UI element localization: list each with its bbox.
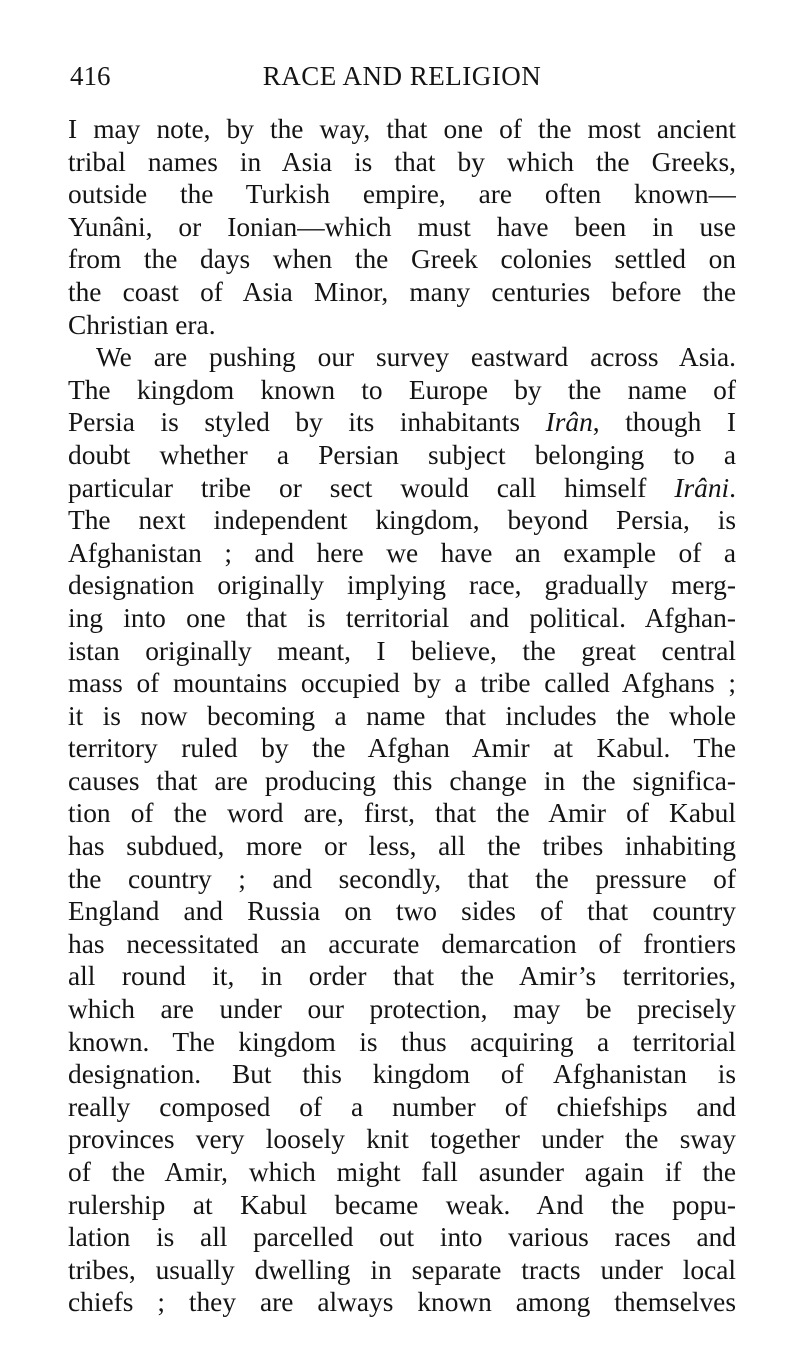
text-line: lation is all parcelled out into various races and [68,1222,736,1253]
text-line: outside the Turkish empire, are often known— [68,179,736,210]
text-line: chiefs ; they are always known among themselves [68,1287,736,1318]
italic-term: Irân [545,407,593,438]
body-text [68,113,736,1319]
text-line: istan originally meant, I believe, the great central [68,635,736,666]
text-line: Christian era. [68,309,216,340]
text-line: Afghanistan ; and here we have an example of a [68,537,736,568]
text-line: England and Russia on two sides of that country [68,896,736,927]
text-line: which are under our protection, may be precisely [68,994,736,1025]
text-line: The next independent kingdom, beyond Persia, is [68,505,736,536]
running-title: RACE AND RELIGION [262,61,542,91]
text-line: I may note, by the way, that one of the most ancient [68,114,736,144]
text-line: all round it, in order that the Amir’s territories, [68,961,736,992]
text-line: tribes, usually dwelling in separate tracts under local [68,1254,736,1285]
text-line: it is now becoming a name that includes the whole [68,700,736,731]
book-page [68,56,736,1319]
text-line: The kingdom known to Europe by the name of [68,374,736,405]
text-line: rulership at Kabul became weak. And the popu- [68,1189,736,1220]
text-line: the coast of Asia Minor, many centuries before the [68,276,736,307]
text-line: mass of mountains occupied by a tribe called Afghans ; [68,668,736,699]
text-line: ing into one that is territorial and political. Afghan- [68,602,736,633]
text-line: from the days when the Greek colonies settled on [68,244,736,275]
text-line: known. The kingdom is thus acquiring a territorial [68,1026,736,1057]
page-header [68,56,736,96]
text-line: causes that are producing this change in the significa- [68,765,736,796]
text-line: territory ruled by the Afghan Amir at Kabul. The [68,733,736,764]
paragraph-2 [68,341,736,1319]
text-line: provinces very loosely knit together under the sway [68,1124,736,1155]
text-line: designation. But this kingdom of Afghanistan is [68,1059,736,1090]
text-line: Yunâni, or Ionian—which must have been in use [68,211,736,242]
text-line: doubt whether a Persian subject belonging to a [68,439,736,470]
text-line: the country ; and secondly, that the pressure of [68,863,736,894]
page-number: 416 [70,61,111,91]
text-line: designation originally implying race, gradually merg- [68,570,736,601]
text-line: Persia is styled by its inhabitants Irân, though I [68,407,736,438]
text-line: particular tribe or sect would call himself Irâni. [68,472,736,503]
text-line: We are pushing our survey eastward across Asia. [96,342,736,373]
text-line: tribal names in Asia is that by which the Greeks, [68,146,736,177]
paragraph-1 [68,113,736,341]
text-line: has necessitated an accurate demarcation of frontiers [68,928,736,959]
text-line: has subdued, more or less, all the tribes inhabiting [68,831,736,862]
italic-term: Irâni [674,472,730,503]
text-line: tion of the word are, first, that the Amir of Kabul [68,798,736,829]
text-line: of the Amir, which might fall asunder again if the [68,1157,736,1187]
text-line: really composed of a number of chiefships and [68,1091,736,1122]
